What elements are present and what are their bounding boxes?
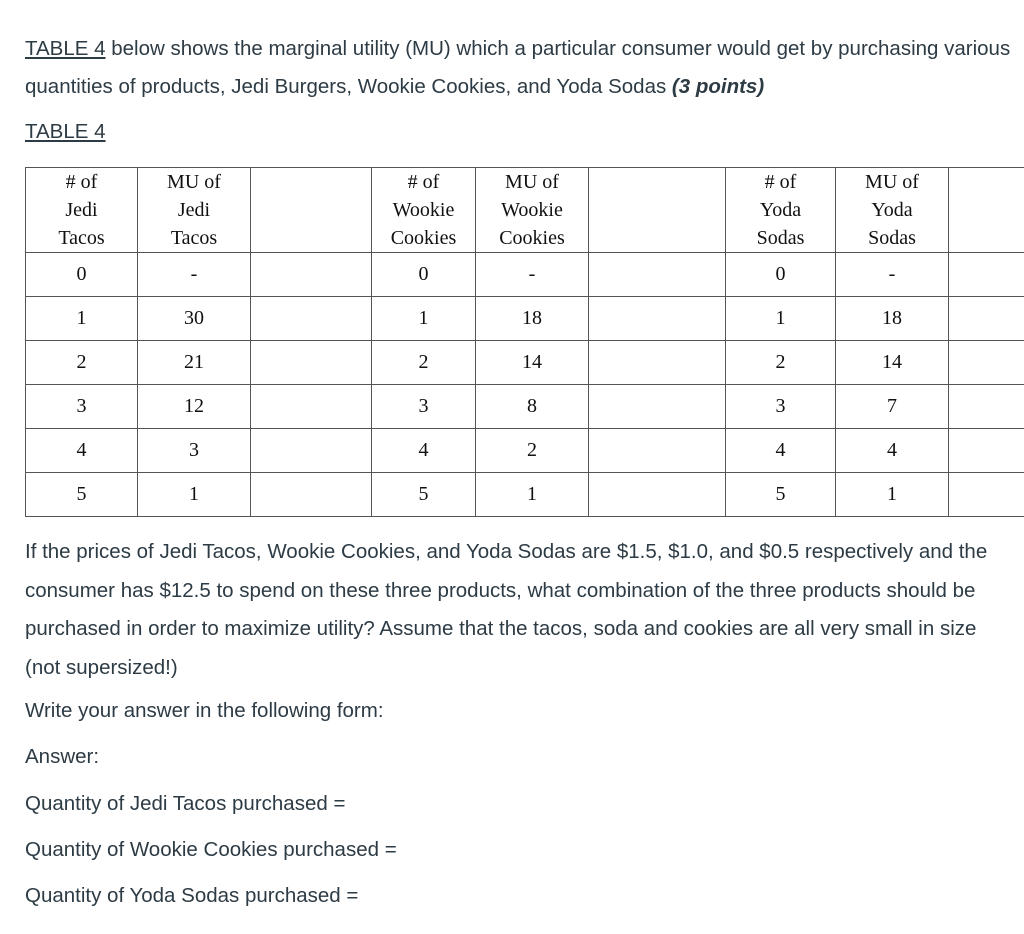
- table-header-cell: # of Wookie Cookies: [372, 168, 476, 253]
- table-header-cell: MU of Wookie Cookies: [476, 168, 589, 253]
- table-header-cell: MU of Jedi Tacos: [138, 168, 251, 253]
- table-row: [26, 473, 1024, 517]
- table-cell: 5: [26, 473, 138, 517]
- table-cell: 1: [138, 473, 251, 517]
- marginal-utility-table: [25, 167, 1024, 517]
- table-cell: 7: [836, 385, 949, 429]
- intro-paragraph: [25, 30, 1015, 106]
- table-cell: [949, 385, 1024, 429]
- table-reference: TABLE 4: [25, 37, 106, 60]
- question-text: If the prices of Jedi Tacos, Wookie Cookies, and Yoda Sodas are $1.5, $1.0, and $0.5 respectively and the consumer has $12.5 to spend on these three products, what combination of the three products should be purchased in order to maximize utility? Assume that the tacos, soda and cookies are all very small in size (not supersized!): [25, 540, 988, 679]
- table-cell: [589, 253, 726, 297]
- table-cell: 21: [138, 341, 251, 385]
- table-cell: 18: [836, 297, 949, 341]
- table-header-row: [26, 168, 1024, 253]
- table-cell: 14: [836, 341, 949, 385]
- table-cell: 3: [26, 385, 138, 429]
- table-cell: [589, 297, 726, 341]
- table-row: [26, 341, 1024, 385]
- table-cell: 12: [138, 385, 251, 429]
- table-cell: 14: [476, 341, 589, 385]
- table-cell: [949, 253, 1024, 297]
- answer-line-jedi-tacos: Quantity of Jedi Tacos purchased =: [25, 792, 346, 815]
- points-label: (3 points): [671, 75, 765, 98]
- table-cell: 8: [476, 385, 589, 429]
- table-cell: 1: [372, 297, 476, 341]
- table-cell: 4: [836, 429, 949, 473]
- table-row: [26, 429, 1024, 473]
- table-cell: 5: [726, 473, 836, 517]
- table-header-cell: MU of Yoda Sodas: [836, 168, 949, 253]
- table-cell: [589, 385, 726, 429]
- table-cell: [251, 297, 372, 341]
- table-caption: TABLE 4: [25, 120, 106, 143]
- table-cell: [251, 473, 372, 517]
- intro-text: below shows the marginal utility (MU) which a particular consumer would get by purchasing various quantities of products, Jedi Burgers, Wookie Cookies, and Yoda Sodas: [25, 37, 1011, 98]
- table-cell: 4: [26, 429, 138, 473]
- answer-line-yoda-sodas: Quantity of Yoda Sodas purchased =: [25, 884, 359, 907]
- table-cell: 5: [372, 473, 476, 517]
- table-cell: [589, 473, 726, 517]
- table-cell: 2: [372, 341, 476, 385]
- table-row: [26, 385, 1024, 429]
- table-cell: 2: [726, 341, 836, 385]
- table-header-cell: [589, 168, 726, 253]
- table-cell: -: [138, 253, 251, 297]
- table-cell: [251, 429, 372, 473]
- table-cell: 2: [476, 429, 589, 473]
- table-cell: 2: [26, 341, 138, 385]
- table-cell: [251, 341, 372, 385]
- answer-label: Answer:: [25, 745, 100, 768]
- table-cell: 0: [26, 253, 138, 297]
- table-cell: 3: [372, 385, 476, 429]
- answer-line-wookie-cookies: Quantity of Wookie Cookies purchased =: [25, 838, 397, 861]
- table-cell: [949, 297, 1024, 341]
- table-header-cell: # of Jedi Tacos: [26, 168, 138, 253]
- table-cell: 4: [372, 429, 476, 473]
- table-cell: [949, 341, 1024, 385]
- table-header-cell: [251, 168, 372, 253]
- table-cell: 18: [476, 297, 589, 341]
- table-cell: [589, 429, 726, 473]
- table-cell: 3: [726, 385, 836, 429]
- table-cell: -: [836, 253, 949, 297]
- table-cell: -: [476, 253, 589, 297]
- table-row: [26, 297, 1024, 341]
- table-cell: [251, 385, 372, 429]
- table-cell: [251, 253, 372, 297]
- table-cell: 0: [726, 253, 836, 297]
- table-cell: 1: [476, 473, 589, 517]
- table-cell: 1: [836, 473, 949, 517]
- table-header-cell: # of Yoda Sodas: [726, 168, 836, 253]
- table-cell: [589, 341, 726, 385]
- table-cell: 1: [726, 297, 836, 341]
- answer-form-instruction: Write your answer in the following form:: [25, 699, 384, 722]
- table-cell: 30: [138, 297, 251, 341]
- table-cell: [949, 429, 1024, 473]
- table-header-cell: [949, 168, 1024, 253]
- table-cell: 3: [138, 429, 251, 473]
- table-cell: 1: [26, 297, 138, 341]
- table-cell: 0: [372, 253, 476, 297]
- table-row: [26, 253, 1024, 297]
- table-cell: 4: [726, 429, 836, 473]
- table-cell: [949, 473, 1024, 517]
